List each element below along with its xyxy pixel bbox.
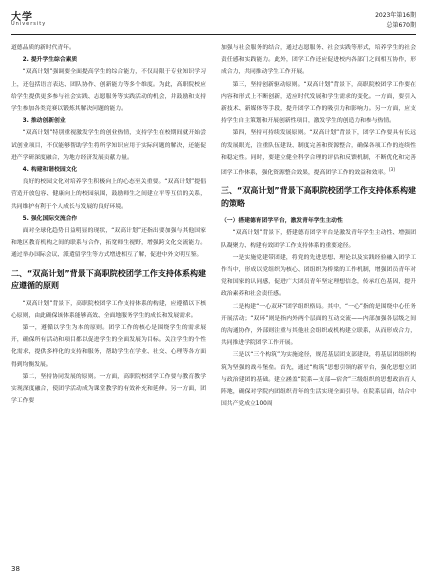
paragraph: 道德品质的新时代青年。 [11,45,75,51]
paragraph-text: 第四，坚持可持续发展原则。“双高计划”背景下，团学工作要具有长远的发展眼光，注重队伍建设、制度完善和资源整合，确保各项工作的连续性和稳定性。同时，要建立健全科学合理的评估和反馈机制，不断优化和完善团学工作体系，强化资源整合效果，提高团学工作的效益和效率。 [221,130,416,176]
right-column [221,42,416,562]
section-title: “双高计划”背景下高职院校团学工作支持体系构建的策略 [221,186,416,208]
total-issue-number: 总第670期 [386,22,416,29]
paragraph: 第一，遵循以学生为本的原则。团学工作的核心是围绕学生的需求展开，确保所有活动和项目都以促进学生的全面发展为目标。关注学生的个性化需求，提供多样化的支持和服务，帮助学生在学业、社交、心理等各方面得到均衡发展。 [11,325,206,368]
paragraph: 面对全球化趋势日益明显的现状，“双高计划”还指出要加强与其他国家和地区教育机构之间的联系与合作，拓宽师生视野，增强跨文化交流能力。通过举办国际会议、派遣留学生等方式增进相互了解，促进中外文明互鉴。 [11,228,206,259]
left-column [11,42,206,562]
paragraph: 二是构建“一心双环”团学组织格局。其中，“一心”指的是围绕中心任务开展活动；“双环”则是指内外两个层面的互动交流——内部加强各层级之间的沟通协作，外部则注重与其他社会组织或机构建立联系，从而形成合力，共同推进学院团学工作开展。 [221,303,416,347]
paragraph: “双高计划”特别重视激发学生的创业热情，支持学生在校期间就开始尝试创业项目，不仅能够帮助学生将所学知识应用于实际问题的解决，还能促进产学研深度融合，为地方经济发展贡献力量。 [11,130,206,161]
subheading: 4. 构建和谐校园文化 [22,167,78,174]
journal-name: 大学 [11,12,33,23]
paragraph: 加强与社会服务的结合，通过志愿服务、社会实践等形式，培养学生的社会责任感和实践能力。此外，团学工作还应促进校内各部门之间相互协作，形成合力，共同推动学生工作开展。 [221,45,416,76]
paragraph: 良好的校园文化对培养学生积极向上的心态至关重要。“双高计划”提倡营造开放包容、健康向上的校园氛围，鼓励师生之间建立平等互信的关系，共同维护有利于个人成长与发展的良好环境。 [11,179,206,210]
paragraph: 三是以“三个构筑”为实施途径，规范基层团支部建设，将基层团组织构筑为坚强的战斗堡垒。首先，通过“构筑”思想引领的新平台，强化思想立团与政治建团的基础。建立涵盖“院系—支部—宿舍”三级组织的思想政治育人阵地，确保对学院内团组织青年的生活实现全面引导。在院系层面，结合中国共产党成立100周 [221,352,416,408]
section-heading [221,185,416,210]
paragraph: “双高计划”强调要全面提高学生的综合能力，不仅局限于专业知识学习上，还包括语言表达、团队协作、创新能力等多个维度。为此，高职院校应给学生提供更多参与社会实践、志愿服务等实践活动的机会，并鼓励和支持学生参加各类竞赛以锻炼其解决问题的能力。 [11,69,206,113]
paragraph [221,127,416,179]
issue-number: 2023年第16期 [375,12,416,19]
page-number: 38 [11,565,20,573]
section-heading [11,268,206,293]
section-number: 二、 [11,268,28,278]
paragraph: 第二，坚持协同发展的原则。一方面，高职院校团学工作要与教育教学实现深度融合，使团学活动成为课堂教学的有效补充和延伸。另一方面，团学工作要 [11,373,206,405]
paragraph: “双高计划”背景下，搭建德育团学平台是激发青年学生主动性、增强团队凝聚力、构建有效团学工作支持体系的重要途径。 [221,230,416,249]
paragraph: 一是实施党建带团建，将党的先进思想、理论以及实践经验融入团学工作当中，形成以党组织为核心、团组织为桥梁的工作机制，增强团员青年对党和国家的认同感，促进广大团员青年坚定理想信念，传承红色基因，提升政治素养和社会责任感。 [221,254,416,298]
subheading: （一）搭建德育团学平台，激发青年学生主动性 [221,218,343,225]
section-title: “双高计划”背景下高职院校团学工作支持体系构建应遵循的原则 [11,268,206,291]
paragraph: 第三，坚持创新驱动原则。“双高计划”背景下，高职院校团学工作要在内容和形式上不断创新，适应时代发展和学生需求的变化。一方面，要引入新技术、新媒体等手段，提升团学工作的吸引力和影响力。另一方面，应支持学生自主策划和开展创新性项目，激发学生的创造力和参与热情。 [221,81,416,125]
paragraph: “双高计划”背景下，高职院校团学工作支持体系的构建，应遵循以下核心原则，由此确保该体系能够高效、全面地服务学生的成长和发展需求。 [11,300,206,319]
subheading: 2. 提升学生综合素质 [22,57,78,64]
header-divider [11,34,416,35]
subheading: 5. 强化国际交流合作 [22,215,78,222]
page-header [11,8,416,34]
subheading: 3. 推动创新创业 [22,118,66,125]
journal-english-name: University [11,21,47,27]
citation-marker: [3] [389,167,395,173]
section-number: 三、 [221,186,238,196]
